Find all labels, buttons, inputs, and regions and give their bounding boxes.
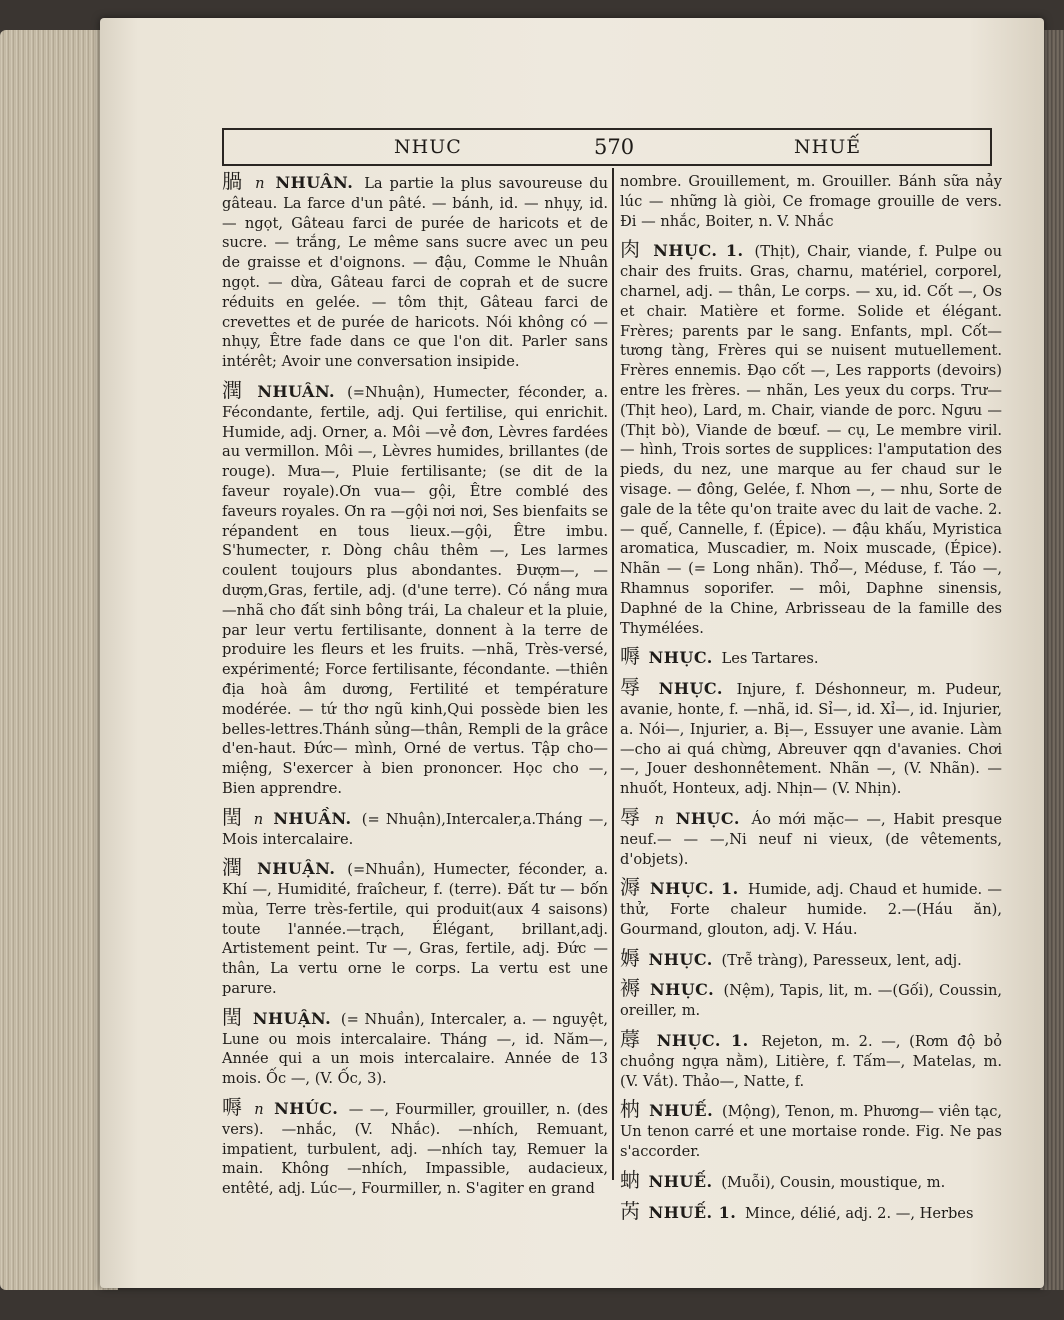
entry-text: Humide, adj. Chaud et humide. —thử, Forte chaleur humide. 2.—(Háu ăn), Gourmand, glouton, adj. V. Háu. (620, 881, 1002, 938)
entry-text: (Trễ tràng), Paresseux, lent, adj. (721, 951, 962, 969)
entry-glyph: 蚋 (620, 1167, 640, 1192)
dictionary-entry (620, 172, 1002, 231)
entry-headword: NHUẾ. 1. (648, 1202, 737, 1222)
dictionary-entry (620, 1097, 1003, 1161)
running-header (222, 128, 992, 166)
entry-glyph: 辱 (620, 804, 643, 829)
dictionary-entry (620, 976, 1002, 1021)
entry-glyph: 肉 (620, 237, 643, 262)
left-column (222, 169, 609, 1198)
entry-headword: NHUẬN. (252, 1008, 332, 1028)
entry-glyph: 嗕 (222, 1095, 244, 1120)
entry-headword: NHÚC. (274, 1099, 339, 1119)
dictionary-entry (222, 855, 609, 999)
entry-headword: NHỤC. (649, 980, 715, 1000)
entry-text: Injure, f. Déshonneur, m. Pudeur, avanie, honte, f. —nhã, id. Sỉ—, id. Xỉ—, id. Injurier, a. Nói—, Injurier, a. Bị—, Essuyer une avanie. Làm —cho ai quá chừng, Abreuver qqn d'avanies. Chơi —, Jouer deshonnêtement. Nhãn —, (V. Nhãn). — nhuốt, Honteux, adj. Nhịn— (V. Nhịn). (620, 681, 1003, 798)
entry-glyph: 溽 (620, 875, 641, 900)
entry-headword: NHỤC. 1. (653, 241, 744, 261)
entry-text: (=Nhuần), Humecter, féconder, a. Khí —, Humidité, fraîcheur, f. (terre). Đất tư — bốn mùa, Terre très-fertile, qui produit(aux 4 saisons) toute l'année.—trạch, Élégant, brillant,adj. Artistement peint. Tư —, Gras, fertile, adj. Đức — thân, La vertu orne le corps. La vertu est une parure. (222, 861, 609, 998)
entry-text: Áo mới mặc— —, Habit presque neuf.— — —,Ni neuf ni vieux, (de vêtements, d'objets). (620, 810, 1003, 868)
entry-headword: NHUẾ. (648, 1171, 713, 1191)
entry-text: Mince, délié, adj. 2. —, Herbes (745, 1204, 974, 1222)
column-divider (612, 168, 614, 1180)
entry-glyph: 蓐 (620, 1027, 645, 1052)
entry-headword: NHUÂN. (275, 173, 354, 192)
entry-glyph: 嗕 (620, 644, 640, 669)
entry-headword: NHUẦN. (273, 808, 352, 828)
entry-headword: NHỤC. (648, 949, 713, 969)
entry-text: (= Nhuần), Intercaler, a. — nguyệt, Lune ou mois intercalaire. Tháng —, id. Năm—, Année qui a un mois intercalaire. Année de 13 mois. Ốc —, (V. Ốc, 3). (222, 1010, 609, 1088)
entry-headword: NHỤC. (648, 648, 713, 668)
entry-glyph: 媷 (620, 945, 640, 970)
entry-glyph: 枘 (620, 1097, 641, 1122)
entry-headword: NHUÂN. (257, 381, 336, 401)
left-guide-word: NHUC (394, 136, 462, 158)
entry-pos: n (254, 1101, 264, 1119)
entry-headword: NHỤC. 1. (656, 1031, 749, 1051)
entry-pos: n (654, 810, 665, 828)
entry-text: Rejeton, m. 2. —, (Rơm độ bỏ chuồng ngựa nằm), Litière, f. Tấm—, Matelas, m. (V. Vắt). Thảo—, Natte, f. (620, 1033, 1003, 1090)
entry-text: (= Nhuận),Intercaler,a.Tháng —, Mois intercalaire. (222, 810, 609, 848)
entry-glyph: 腡 (222, 169, 245, 193)
dictionary-entry (620, 945, 1002, 971)
entry-text: (=Nhuận), Humecter, féconder, a. Fécondante, fertile, adj. Qui fertilise, qui enrichit. Humide, adj. Orner, a. Môi —vẻ đơn, Lèvres fardées au vermillon. Môi —, Lèvres humides, brillantes (de rouge). Mưa—, Pluie fertilisante; (se dit de la faveur royale).Ơn vua— gội, Être comblé des faveurs royales. Ơn ra —gội nơi nơi, Ses bienfaits se répandent en tous lieux.—gội, Être imbu. S'humecter, r. Dòng châu thêm —, Les larmes coulent toujours plus abondantes. Đượm—, —dượm,Gras, fertile, adj. (d'une terre). Có nắng mưa—nhã cho đất sinh bông trái, La chaleur et la pluie, par leur vertu fertilisante, donnent à la terre de produire les fleurs et les fruits. —nhã, Très-versé, expérimenté; Force fertilisante, fécondante. —thiên địa hoà âm dương, Fertilité et température modérée. — tứ thơ ngũ kinh,Qui possède bien les belles-lettres.Thánh sủng—thân, Rempli de la grâce d'en-haut. Đức— mình, Orné de vertus. Tập cho—miệng, S'exercer à bien prononcer. Học cho —, Bien apprendre. (222, 383, 608, 797)
dictionary-entry (222, 1095, 609, 1199)
entry-glyph: 褥 (620, 976, 641, 1001)
page-number: 570 (594, 135, 635, 159)
dictionary-entry (620, 1198, 1002, 1224)
entry-headword: NHỤC. (675, 808, 740, 828)
dictionary-entry (222, 804, 609, 850)
dictionary-entry (620, 1167, 1002, 1193)
entry-headword: NHUẾ. (649, 1101, 714, 1121)
dictionary-entry (222, 1004, 609, 1089)
entry-text: (Mộng), Tenon, m. Phương— viên tạc, Un tenon carré et une mortaise ronde. Fig. Ne pas s'accorder. (620, 1103, 1003, 1161)
entry-glyph: 閏 (222, 1004, 244, 1029)
entry-glyph: 閏 (222, 804, 244, 829)
dictionary-entry (620, 804, 1003, 869)
entry-text: nombre. Grouillement, m. Grouiller. Bánh sữa nảy lúc — những là giòi, Ce fromage grouille de vers. Đi — nhắc, Boiter, n. V. Nhắc (620, 173, 1002, 230)
entry-glyph: 辱 (620, 675, 646, 700)
entry-glyph: 芮 (620, 1198, 640, 1223)
entry-pos: n (255, 175, 265, 192)
dictionary-entry (620, 237, 1003, 638)
entry-text: — —, Fourmiller, grouiller, n. (des vers). —nhắc, (V. Nhắc). —nhích, Remuant, impatient, turbulent, adj. —nhích tay, Remuer la main. Không —nhích, Impassible, audacieux, entêté, adj. Lúc—, Fourmiller, n. S'agiter en grand (222, 1101, 609, 1198)
entry-text: Les Tartares. (721, 650, 819, 668)
dictionary-entry (620, 875, 1002, 939)
dictionary-entry (222, 377, 608, 799)
right-guide-word: NHUẾ (794, 136, 862, 158)
entry-text: (Muỗi), Cousin, moustique, m. (721, 1173, 946, 1191)
dictionary-entry (222, 169, 609, 372)
right-column (620, 172, 1003, 1223)
entry-text: La partie la plus savoureuse du gâteau. La farce d'un pâté. — bánh, id. — nhụy, id. — ngọt, Gâteau farci de purée de haricots et de sucre. — trắng, Le même sans sucre avec un peu de graisse et d'oignons. — đậu, Comme le Nhuân ngọt. — dừa, Gâteau farci de coprah et de sucre réduits en gelée. — tôm thịt, Gâteau farci de crevettes et de purée de haricots. Nói không có — nhụy, Être fade dans ce que l'on dit. Parler sans intérêt; Avoir une conversation insipide. (222, 175, 609, 371)
dictionary-entry (620, 1027, 1003, 1091)
dictionary-entry (620, 644, 1002, 669)
entry-headword: NHUẬN. (257, 859, 336, 879)
entry-headword: NHỤC. 1. (649, 879, 739, 899)
dictionary-entry (620, 675, 1003, 799)
entry-pos: n (253, 810, 264, 828)
entry-glyph: 潤 (222, 855, 246, 880)
entry-glyph: 潤 (222, 377, 246, 402)
entry-text: (Nệm), Tapis, lit, m. —(Gối), Coussin, oreiller, m. (620, 982, 1002, 1020)
entry-headword: NHỤC. (658, 679, 723, 699)
entry-text: (Thịt), Chair, viande, f. Pulpe ou chair des fruits. Gras, charnu, matériel, corporel, charnel, adj. — thân, Le corps. — xu, id. Cốt —, Os et chair. Matière et forme. Solide et élégant. Frères; parents par le sang. Enfants, mpl. Cốt— tương tàng, Frères qui se nuisent mutuellement. Frères ennemis. Đạo cốt —, Les rapports (devoirs) entre les frères. — nhãn, Les yeux du corps. Trư— (Thịt heo), Lard, m. Chair, viande de porc. Ngưu — (Thịt bò), Viande de bœuf. — cụ, Le membre viril. — hình, Trois sortes de supplices: l'amputation des pieds, du nez, une marque au fer chaud sur le visage. — đông, Gelée, f. Nhơn —, — nhu, Sorte de gale de la tête qu'on traite avec du lait de vache. 2. — quế, Cannelle, f. (Épice). — đậu khấu, Myristica aromatica, Muscadier, m. Noix muscade, (Épice). Nhãn — (= Long nhãn). Thổ—, Méduse, f. Táo —, Rhamnus soporifer. — môi, Daphne sinensis, Daphné de la Chine, Arbrisseau de la famille des Thymélées. (620, 243, 1003, 637)
